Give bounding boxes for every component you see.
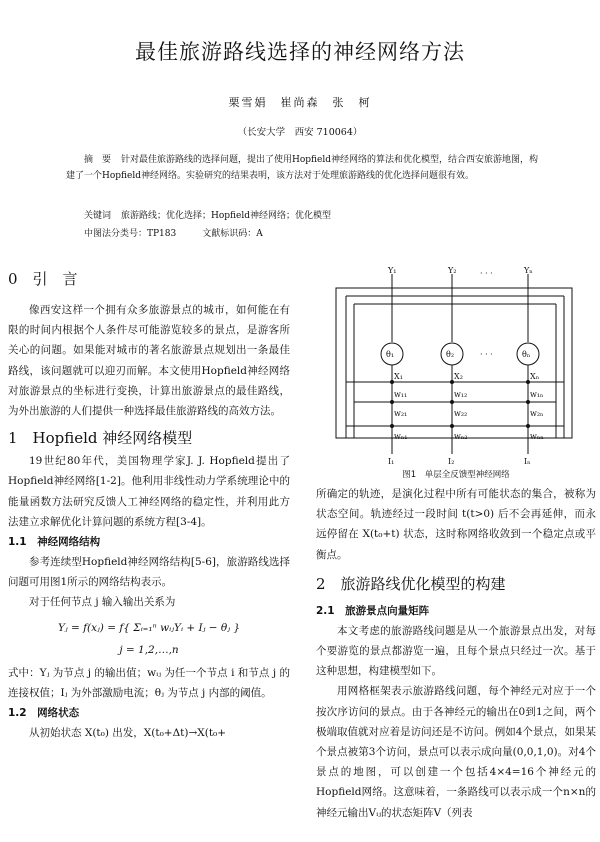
classification-line bbox=[84, 226, 289, 239]
section-1-paragraph: 19世纪80年代，美国物理学家J. J. Hopfield提出了Hopfield神经网络[1-2]。他利用非线性动力学系统理论中的能量函数方法研究反馈人工神经网络的稳定性，并利用此方法建立求解优化计算问题的系统方程[3-4]。 bbox=[8, 455, 290, 528]
output-label-n: Yₙ bbox=[524, 266, 533, 275]
input-label-n: Iₙ bbox=[524, 457, 531, 466]
abstract-label: 摘 要 bbox=[84, 155, 112, 165]
abstract-paragraph bbox=[66, 152, 546, 184]
right-column bbox=[316, 484, 596, 823]
weight-node bbox=[450, 424, 454, 428]
section-2-heading: 2 旅游路线优化模型的构建 bbox=[316, 574, 506, 593]
subsection-2-1-heading: 2.1 旅游景点向量矩阵 bbox=[316, 604, 430, 617]
document-code: 文献标识码：A bbox=[202, 229, 263, 239]
weight-node bbox=[390, 400, 394, 404]
formula-intro: 对于任何节点 j 输入输出关系为 bbox=[29, 596, 176, 609]
state-label-1: X₁ bbox=[394, 372, 403, 381]
weight-node bbox=[390, 424, 394, 428]
subsection-2-1-paragraph-1: 本文考虑的旅游路线问题是从一个旅游景点出发，对每个要游览的景点都游览一遍，且每个景点只经过一次。基于这种思想，构建模型如下。 bbox=[316, 624, 596, 678]
weight-label-nn: wₙₙ bbox=[530, 432, 544, 441]
subsection-1-2-paragraph: 从初始状态 X(t₀) 出发，X(t₀+Δt)→X(t₀+ bbox=[29, 727, 227, 740]
weight-node bbox=[450, 400, 454, 404]
affiliation: （长安大学 西安 710064） bbox=[237, 127, 363, 138]
output-ellipsis: · · · bbox=[480, 269, 493, 278]
author-list: 栗雪娟 崔尚森 张 柯 bbox=[228, 96, 372, 109]
left-column bbox=[8, 266, 290, 743]
formula-explanation: 式中：Yⱼ 为节点 j 的输出值；wᵢⱼ 为任一个节点 i 和节点 j 的连接权值；Iⱼ 为外部激励电流；θⱼ 为节点 j 内部的阈值。 bbox=[8, 666, 290, 699]
weight-label-n1: wₙ₁ bbox=[394, 432, 408, 441]
weight-label-1n: w₁ₙ bbox=[530, 390, 544, 399]
neuron-label-1: θ₁ bbox=[386, 350, 395, 359]
subsection-1-2-heading: 1.2 网络状态 bbox=[8, 707, 80, 720]
section-0-paragraph: 像西安这样一个拥有众多旅游景点的城市，如何能在有限的时间内根据个人条件尽可能游览较多的景点，是游客所关心的问题。如果能对城市的著名旅游景点规划出一条最佳路线，该问题就可以迎刃而解。本文使用Hopfield神经网络对旅游景点的坐标进行变换，计算出旅游景点的最佳路线，为外出旅游的人们提供一种选择最佳旅游路线的高效方法。 bbox=[8, 304, 290, 418]
weight-label-2n: w₂ₙ bbox=[530, 409, 544, 418]
input-label-2: I₂ bbox=[448, 457, 455, 466]
output-label-2: Y₂ bbox=[448, 266, 457, 275]
state-space-paragraph: 所确定的轨迹，是演化过程中所有可能状态的集合，被称为状态空间。轨迹经过一段时间 t(t>0) 后不会再延伸，而永远停留在 X(t₀+t) 状态，这时称网络收敛到一个稳定点或平衡点。 bbox=[316, 488, 596, 561]
subsection-1-1-heading: 1.1 神经网络结构 bbox=[8, 536, 101, 549]
formula-index: j = 1,2,…,n bbox=[119, 643, 179, 656]
weight-node bbox=[526, 400, 530, 404]
section-1-heading: 1 Hopfield 神经网络模型 bbox=[8, 429, 193, 448]
neuron-label-2: θ₂ bbox=[446, 350, 455, 359]
figure-1-caption: 图1 单层全反馈型神经网络 bbox=[402, 470, 510, 480]
state-label-2: X₂ bbox=[454, 372, 463, 381]
input-label-1: I₁ bbox=[388, 457, 395, 466]
subsection-1-1-paragraph: 参考连续型Hopfield神经网络结构[5-6]，旅游路线选择问题可用图1所示的网络结构表示。 bbox=[8, 556, 290, 589]
neuron-ellipsis: · · · bbox=[480, 350, 493, 359]
section-0-heading: 0 引 言 bbox=[8, 270, 78, 288]
keywords-label: 关键词 bbox=[84, 211, 112, 221]
weight-node bbox=[526, 424, 530, 428]
state-label-n: Xₙ bbox=[530, 372, 540, 381]
formula-output: Yⱼ = f(xⱼ) = f{ Σᵢ₌₁ⁿ wᵢⱼYᵢ + Iⱼ − θⱼ } bbox=[57, 621, 241, 634]
paper-title: 最佳旅游路线选择的神经网络方法 bbox=[135, 40, 465, 64]
abstract bbox=[66, 152, 546, 184]
weight-label-22: w₂₂ bbox=[454, 409, 468, 418]
neuron-label-n: θₙ bbox=[522, 350, 531, 359]
class-number: 中图法分类号：TP183 bbox=[84, 229, 177, 239]
keywords-text: 旅游路线；优化选择；Hopfield神经网络；优化模型 bbox=[121, 211, 332, 221]
output-label-1: Y₁ bbox=[388, 266, 397, 275]
weight-label-n2: wₙ₂ bbox=[454, 432, 468, 441]
keywords-line bbox=[84, 208, 331, 221]
abstract-text: 针对最佳旅游路线的选择问题，提出了使用Hopfield神经网络的算法和优化模型，结合西安旅游地图，构建了一个Hopfield神经网络。实验研究的结果表明，该方法对于处理旅游路线的优化选择问题很有效。 bbox=[66, 155, 539, 181]
figure-1-network-diagram bbox=[316, 266, 600, 466]
weight-label-12: w₁₂ bbox=[454, 390, 468, 399]
weight-label-11: w₁₁ bbox=[394, 390, 408, 399]
weight-label-21: w₂₁ bbox=[394, 409, 408, 418]
subsection-2-1-paragraph-2: 用网格框架表示旅游路线问题，每个神经元对应于一个按次序访问的景点。由于各神经元的输出在0到1之间，两个极端取值就对应着是访问还是不访问。例如4个景点，如果某个景点被第3个访问，景点可以表示成向量(0,0,1,0)。对4个景点的地图，可以创建一个包括4×4=16个神经元的Hopfield网络。这意味着，一条路线可以表示成一个n×n的神经元输出Vᵢⱼ的状态矩阵V（列表 bbox=[316, 685, 596, 819]
